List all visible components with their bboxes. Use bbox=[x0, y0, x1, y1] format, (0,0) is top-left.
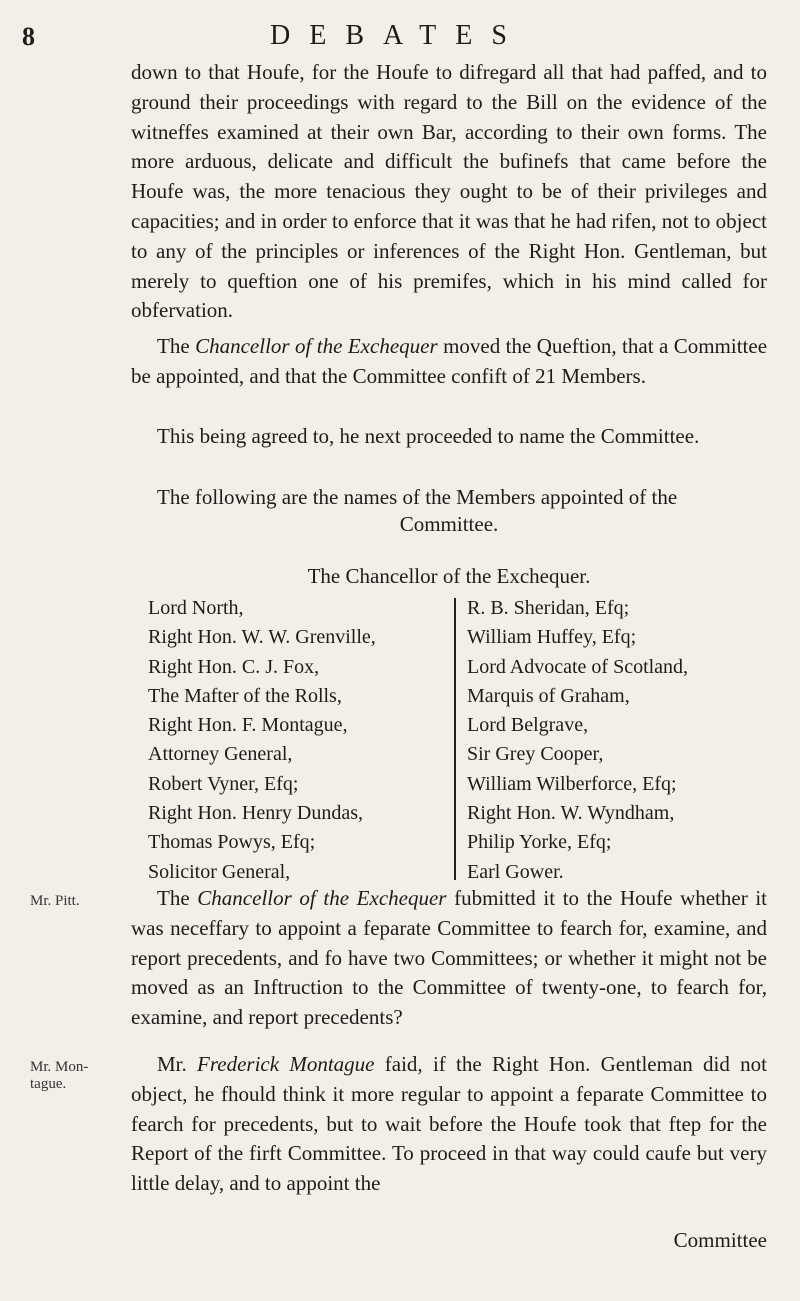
member-list-right bbox=[467, 594, 777, 887]
list-item: Solicitor General, bbox=[148, 860, 291, 883]
margin-note-pitt: Mr. Pitt. bbox=[30, 893, 80, 909]
list-item: Thomas Powys, Efq; bbox=[148, 831, 316, 854]
list-item: Robert Vyner, Efq; bbox=[148, 772, 299, 795]
list-item: R. B. Sheridan, Efq; bbox=[467, 597, 630, 619]
list-item: Right Hon. C. J. Fox, bbox=[148, 655, 320, 678]
paragraph-2 bbox=[131, 332, 767, 392]
list-item: Philip Yorke, Efq; bbox=[467, 831, 612, 854]
list-item: Lord North, bbox=[148, 597, 244, 619]
paragraph-5-italic: Chancellor of the Exchequer bbox=[197, 886, 447, 910]
catchword: Committee bbox=[673, 1228, 767, 1252]
paragraph-5-lead: The bbox=[157, 886, 190, 910]
member-list-heading: The Chancellor of the Exchequer. bbox=[307, 564, 591, 588]
paragraph-2-rest: moved the Queftion, that a Committee be appointed, and that the Committee confift of 21 Members. bbox=[131, 334, 768, 388]
list-item: Right Hon. W. Wyndham, bbox=[467, 802, 675, 825]
paragraph-6-rest: faid, if the Right Hon. Gentleman did not object, he fhould think it more regular to appoint a feparate Committee to fearch for precedents, but to wait before the Houfe took that ftep for the Report of the firft Committee. To proceed in that way could caufe but very little delay, and to appoint the bbox=[131, 1052, 767, 1196]
list-item: Right Hon. F. Montague, bbox=[148, 714, 348, 737]
paragraph-5 bbox=[131, 884, 767, 1033]
paragraph-2-lead: The bbox=[157, 334, 190, 358]
paragraph-1-text: down to that Houfe, for the Houfe to difregard all that had paffed, and to ground their proceedings with regard to the Bill on the evidence of the witneffes examined at their own Bar, according to their own forms. The more arduous, delicate and difficult the bufinefs that came before the Houfe was, the more tenacious they ought to be of their privileges and capacities; and in order to enforce that it was that he had rifen, not to object to any of the principles or inferences of the Right Hon. Gentleman, but merely to queftion one of his premifes, which in his mind called for obfervation. bbox=[131, 60, 767, 323]
paragraph-6-lead: Mr. bbox=[157, 1052, 187, 1076]
page-number: 8 bbox=[22, 22, 35, 51]
running-title: DEBATES bbox=[270, 20, 526, 51]
list-item: Lord Belgrave, bbox=[467, 714, 589, 737]
margin-note-montague bbox=[30, 1059, 88, 1093]
paragraph-4-text: The following are the names of the Members appointed of the bbox=[157, 485, 678, 509]
paragraph-1 bbox=[131, 58, 767, 326]
paragraph-6 bbox=[131, 1050, 767, 1199]
list-item: Right Hon. W. W. Grenville, bbox=[148, 626, 376, 649]
member-list-left bbox=[148, 594, 448, 887]
list-item: Earl Gower. bbox=[467, 860, 564, 883]
paragraph-3-text: This being agreed to, he next proceeded to name the Committee. bbox=[157, 424, 700, 448]
margin-note-montague-line-1: Mr. Mon- bbox=[30, 1059, 89, 1075]
list-item: Marquis of Graham, bbox=[467, 684, 630, 707]
list-item: Attorney General, bbox=[148, 743, 293, 766]
margin-note-montague-line-2: tague. bbox=[30, 1076, 67, 1092]
list-item: Lord Advocate of Scotland, bbox=[467, 655, 689, 678]
paragraph-4 bbox=[131, 483, 767, 513]
paragraph-3 bbox=[131, 422, 767, 452]
paragraph-6-italic: Frederick Montague bbox=[197, 1052, 375, 1076]
column-divider bbox=[454, 598, 456, 880]
paragraph-2-italic: Chancellor of the Exchequer bbox=[195, 334, 438, 358]
list-item: William Wilberforce, Efq; bbox=[467, 772, 677, 795]
paragraph-5-rest: fubmitted it to the Houfe whether it was neceffary to appoint a feparate Committee to fearch for, examine, and report precedents, and fo have two Committees; or whether it might not be moved as an Inftruction to the Committee of twenty-one, to fearch for, examine, and report precedents? bbox=[131, 886, 768, 1030]
paragraph-4-continuation: Committee. bbox=[399, 512, 499, 536]
list-item: William Huffey, Efq; bbox=[467, 626, 637, 649]
list-item: Right Hon. Henry Dundas, bbox=[148, 802, 363, 825]
list-item: Sir Grey Cooper, bbox=[467, 743, 604, 766]
list-item: The Mafter of the Rolls, bbox=[148, 684, 342, 707]
